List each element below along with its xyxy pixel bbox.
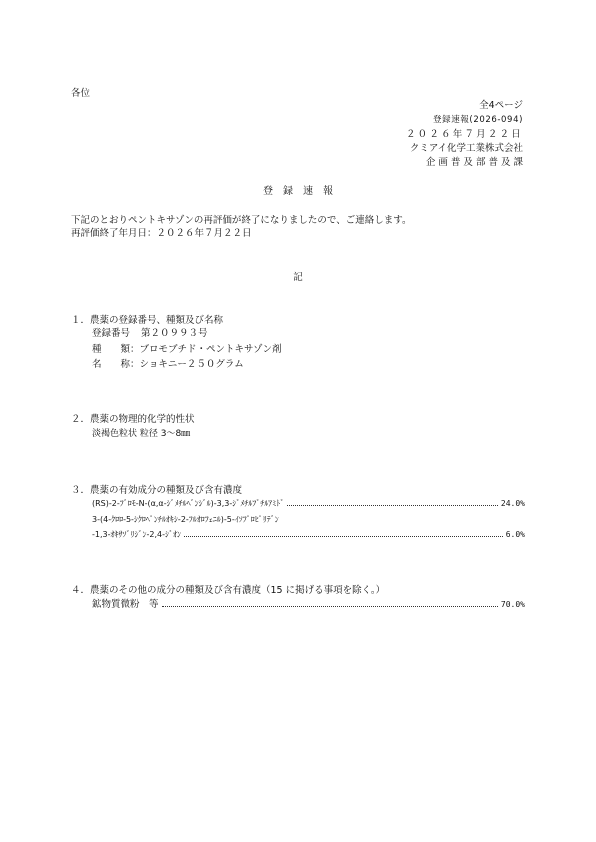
- type-row: [92, 345, 281, 355]
- type-label: 種 類：: [92, 344, 140, 355]
- type-value: ブロモブチド・ペントキサゾン剤: [139, 344, 282, 355]
- section-4-heading: ４．農薬のその他の成分の種類及び含有濃度（15 に掲げる事項を除く。）: [71, 585, 386, 596]
- physical-properties: 淡褐色粒状 粒径 3～8㎜: [92, 429, 191, 439]
- section-2-heading: ２．農薬の物理的化学的性状: [71, 414, 195, 425]
- registration-number-row: [92, 329, 208, 339]
- ingredient-name-continued: -1,3-ｵｷｻｿﾞﾘｼﾞﾝ-2,4-ｼﾞｵﾝ: [92, 530, 181, 539]
- name-label: 名 称：: [92, 359, 140, 370]
- document-title: 登 録 速 報: [263, 186, 333, 197]
- addressee: 各位: [71, 88, 91, 99]
- ingredient-concentration: 24.0%: [500, 499, 525, 508]
- ingredient-name: 3-(4-ｸﾛﾛ-5-ｼｸﾛﾍﾟﾝﾁﾙｵｷｼ-2-ﾌﾙｵﾛﾌｪﾆﾙ)-5-ｲｿﾌﾟﾛﾋﾟﾘﾃﾞﾝ: [92, 515, 279, 524]
- leader-dots: [162, 605, 498, 607]
- report-number: 登録速報(2026-094): [433, 115, 523, 125]
- intro-line-2: 再評価終了年月日：２０２６年７月２２日: [71, 228, 252, 239]
- leader-dots: [184, 535, 503, 537]
- ingredient-row: [92, 500, 525, 508]
- registration-number-value: 第２０９９３号: [141, 328, 208, 339]
- issue-date: ２０２６年７月２２日: [405, 129, 523, 140]
- company-name: クミアイ化学工業株式会社: [409, 143, 523, 154]
- intro-line-1: 下記のとおりペントキサゾンの再評価が終了になりましたので、ご連絡します。: [71, 215, 412, 226]
- other-ingredient-row: [92, 600, 525, 610]
- department-name: 企 画 普 及 部 普 及 課: [425, 157, 523, 168]
- ingredient-name: (RS)-2-ﾌﾞﾛﾓ-N-(α,α-ｼﾞﾒﾁﾙﾍﾞﾝｼﾞﾙ)-3,3-ｼﾞﾒﾁﾙﾌﾞﾁﾙｱﾐﾄﾞ: [92, 499, 285, 508]
- other-ingredient-name: 鉱物質微粉 等: [92, 599, 159, 610]
- registration-number-label: 登録番号: [92, 328, 131, 339]
- section-3-heading: ３．農薬の有効成分の種類及び含有濃度: [71, 485, 243, 496]
- section-1-heading: １．農薬の登録番号、種類及び名称: [71, 315, 224, 326]
- ingredient-row: [92, 531, 525, 539]
- ingredient-concentration: 6.0%: [505, 530, 525, 539]
- leader-dots: [287, 504, 498, 506]
- name-row: [92, 360, 244, 370]
- other-ingredient-concentration: 70.0%: [500, 600, 525, 609]
- page-count: 全4ページ: [479, 100, 523, 111]
- ki-mark: 記: [293, 272, 303, 283]
- name-value: ショキニー２５０グラム: [139, 359, 244, 370]
